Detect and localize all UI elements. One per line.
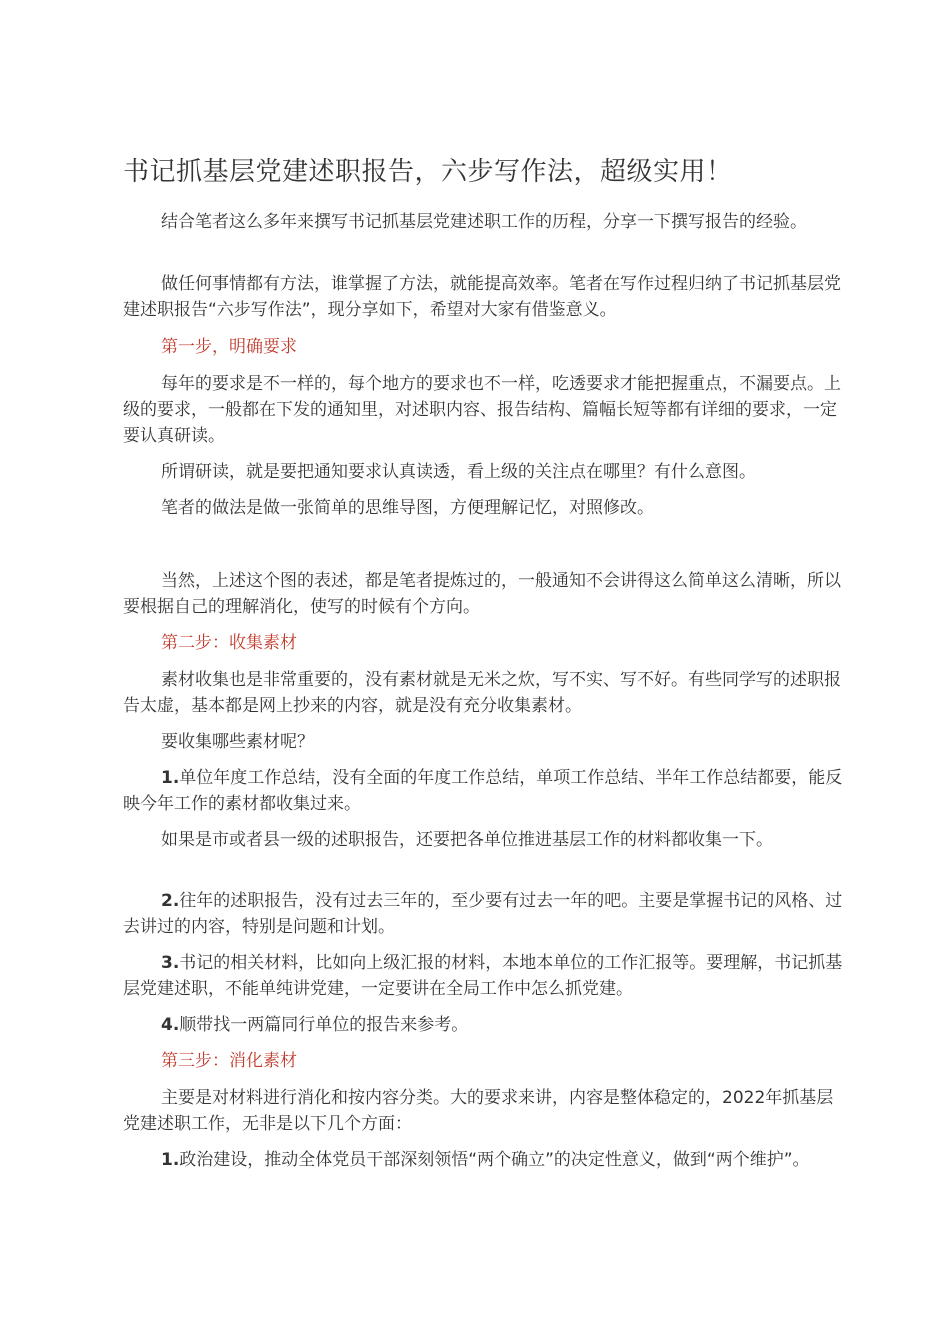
- paragraph-method: 做任何事情都有方法，谁掌握了方法，就能提高效率。笔者在写作过程归纳了书记抓基层党建述职报告“六步写作法”，现分享如下，希望对大家有借鉴意义。: [123, 274, 841, 320]
- paragraph-intro: 结合笔者这么多年来撰写书记抓基层党建述职工作的历程，分享一下撰写报告的经验。: [161, 212, 807, 232]
- paragraph-county: 如果是市或者县一级的述职报告，还要把各单位推进基层工作的材料都收集一下。: [161, 830, 773, 850]
- heading-step-2: 第二步：收集素材: [161, 633, 297, 653]
- paragraph-requirements: 每年的要求是不一样的，每个地方的要求也不一样，吃透要求才能把握重点，不漏要点。上级的要求，一般都在下发的通知里，对述职内容、报告结构、篇幅长短等都有详细的要求，一定要认真研读。: [123, 374, 841, 446]
- list-number: 2.: [161, 891, 180, 911]
- list-item-text: 顺带找一两篇同行单位的报告来参考。: [179, 1015, 469, 1035]
- list-number: 3.: [161, 953, 180, 973]
- list-number: 1.: [161, 768, 180, 788]
- heading-step-3: 第三步：消化素材: [161, 1051, 297, 1071]
- list-number: 1.: [161, 1150, 180, 1170]
- paragraph-study: 所谓研读，就是要把通知要求认真读透，看上级的关注点在哪里？有什么意图。: [161, 462, 756, 482]
- list-item-text: 往年的述职报告，没有过去三年的，至少要有过去一年的吧。主要是掌握书记的风格、过去讲过的内容，特别是问题和计划。: [123, 891, 843, 937]
- heading-step-1: 第一步，明确要求: [161, 337, 297, 357]
- paragraph-materials: 素材收集也是非常重要的，没有素材就是无米之炊，写不实、写不好。有些同学写的述职报告太虚，基本都是网上抄来的内容，就是没有充分收集素材。: [123, 670, 841, 716]
- paragraph-question: 要收集哪些素材呢？: [161, 732, 314, 752]
- list-item-3: [123, 950, 845, 1002]
- document-title: 书记抓基层党建述职报告，六步写作法，超级实用！: [123, 157, 733, 187]
- list-item-4: [123, 1012, 845, 1038]
- list-item-political: [123, 1147, 845, 1173]
- list-item-text: 书记的相关材料，比如向上级汇报的材料，本地本单位的工作汇报等。要理解，书记抓基层党建述职，不能单纯讲党建，一定要讲在全局工作中怎么抓党建。: [123, 953, 843, 999]
- paragraph-mindmap: 笔者的做法是做一张简单的思维导图，方便理解记忆，对照修改。: [161, 498, 654, 518]
- list-item-1: [123, 765, 845, 817]
- paragraph-clarification: 当然，上述这个图的表述，都是笔者提炼过的，一般通知不会讲得这么简单这么清晰，所以要根据自己的理解消化，使写的时候有个方向。: [123, 571, 841, 617]
- list-item-text: 单位年度工作总结，没有全面的年度工作总结，单项工作总结、半年工作总结都要，能反映今年工作的素材都收集过来。: [123, 768, 843, 814]
- paragraph-digest: 主要是对材料进行消化和按内容分类。大的要求来讲，内容是整体稳定的，2022年抓基层党建述职工作，无非是以下几个方面：: [123, 1088, 834, 1134]
- list-item-text: 政治建设，推动全体党员干部深刻领悟“两个确立”的决定性意义，做到“两个维护”。: [179, 1150, 810, 1170]
- list-item-2: [123, 888, 845, 940]
- list-number: 4.: [161, 1015, 180, 1035]
